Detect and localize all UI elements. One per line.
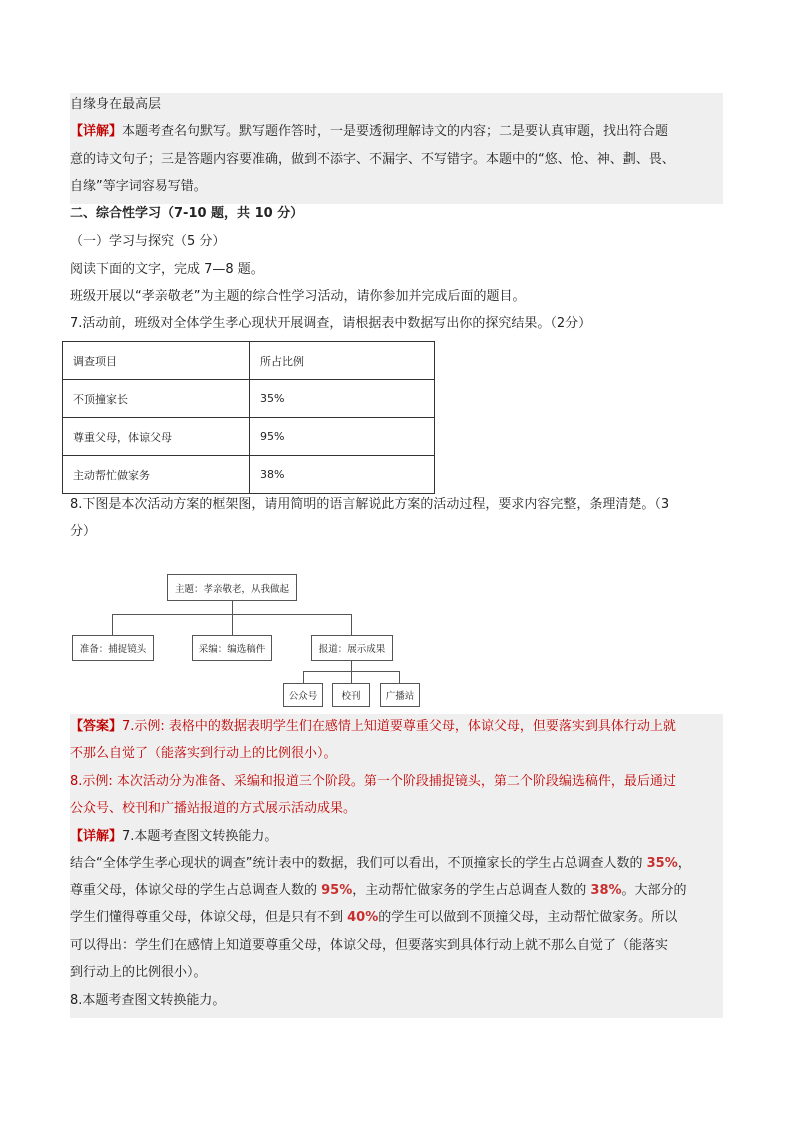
survey-table — [62, 341, 435, 494]
diagram-connector — [351, 614, 352, 635]
text-line: 意的诗文句子；三是答题内容要准确，做到不添字、不漏字、不写错字。本题中的“悠、怆、神、劃、畏、 — [70, 152, 675, 167]
question-8: 8.下图是本次活动方案的框架图，请用简明的语言解说此方案的活动过程，要求内容完整，条理清楚。（3 — [70, 497, 670, 512]
answer-text: 不那么自觉了（能落实到行动上的比例很小）。 — [70, 746, 337, 761]
text-line: 学生们懂得尊重父母，体谅父母，但是只有不到 — [70, 910, 348, 925]
subsection-heading: （一）学习与探究（5 分） — [70, 234, 226, 249]
answer-text: 8.示例: 本次活动分为准备、采编和报道三个阶段。第一个阶段捕捉镜头，第二个阶段编选稿件，最后通过 — [70, 774, 676, 789]
highlight-number: 38% — [590, 883, 622, 898]
detail-line: 到行动上的比例很小）。 — [70, 965, 207, 980]
table-cell: 不顶撞家长 — [63, 380, 250, 418]
text-line: 自缘”等字词容易写错。 — [70, 179, 207, 194]
diagram-child-box: 广播站 — [380, 683, 420, 707]
text-line: 结合“全体学生孝心现状的调查”统计表中的数据，我们可以看出，不顶撞家长的学生占总调查人数的 — [70, 856, 647, 871]
table-header-cell: 调查项目 — [63, 342, 250, 380]
table-cell: 38% — [250, 456, 435, 494]
detail-paragraph — [70, 121, 668, 143]
question-8-cont: 分） — [70, 524, 97, 539]
intro: 班级开展以“孝亲敬老”为主题的综合性学习活动，请你参加并完成后面的题目。 — [70, 289, 526, 304]
question-7: 7.活动前，班级对全体学生孝心现状开展调查，请根据表中数据写出你的探究结果。（2分） — [70, 316, 592, 331]
diagram-connector — [351, 671, 352, 683]
text-line: 。大部分的 — [621, 883, 687, 898]
table-header-row — [63, 342, 435, 380]
section-heading: 二、综合性学习（7-10 题，共 10 分） — [70, 206, 304, 221]
answer-text: 7.示例: 表格中的数据表明学生们在感情上知道要尊重父母，体谅父母，但要落实到具体行动上就 — [122, 719, 676, 734]
table-cell: 尊重父母，体谅父母 — [63, 418, 250, 456]
diagram-child-box: 校刊 — [332, 683, 370, 707]
table-cell: 95% — [250, 418, 435, 456]
text-line: 的学生可以做到不顶撞父母，主动帮忙做家务。所以 — [378, 910, 678, 925]
answer-paragraph — [70, 716, 676, 738]
table-header-cell: 所占比例 — [250, 342, 435, 380]
diagram-connector — [399, 671, 400, 683]
detail-line — [70, 880, 687, 902]
text-line: 自缘身在最高层 — [70, 97, 162, 112]
table-cell: 35% — [250, 380, 435, 418]
text-line: 尊重父母，体谅父母的学生占总调查人数的 — [70, 883, 322, 898]
table-row — [63, 418, 435, 456]
detail-tag: 【详解】 — [70, 124, 123, 139]
text-line: ， — [677, 856, 691, 871]
highlight-number: 35% — [646, 856, 678, 871]
text-line: 本题考查名句默写。默写题作答时，一是要透彻理解诗文的内容；二是要认真审题，找出符合题 — [122, 124, 669, 139]
diagram-prep-box: 准备：捕捉镜头 — [72, 635, 154, 661]
answer-text: 公众号、校刊和广播站报道的方式展示活动成果。 — [70, 801, 357, 816]
detail-line: 8.本题考查图文转换能力。 — [70, 993, 226, 1008]
detail-paragraph — [70, 826, 277, 848]
diagram-connector — [303, 671, 304, 683]
table-row — [63, 456, 435, 494]
diagram-edit-box: 采编：编选稿件 — [192, 635, 272, 661]
detail-line — [70, 853, 691, 875]
instruction: 阅读下面的文字，完成 7—8 题。 — [70, 262, 264, 277]
diagram-child-box: 公众号 — [283, 683, 323, 707]
detail-line: 可以得出：学生们在感情上知道要尊重父母，体谅父母，但要落实到具体行动上就不那么自觉了（能落实 — [70, 938, 669, 953]
highlight-number: 40% — [347, 910, 379, 925]
diagram-root-box: 主题：孝亲敬老，从我做起 — [167, 574, 297, 601]
diagram-report-box: 报道：展示成果 — [311, 635, 393, 661]
diagram-connector — [232, 614, 233, 635]
table-cell: 主动帮忙做家务 — [63, 456, 250, 494]
highlight-number: 95% — [321, 883, 353, 898]
detail-tag: 【详解】 — [70, 829, 123, 844]
detail-line — [70, 907, 677, 929]
diagram-connector — [232, 601, 233, 615]
table-row — [63, 380, 435, 418]
text-line: 7.本题考查图文转换能力。 — [122, 829, 278, 844]
diagram-connector — [112, 614, 113, 635]
answer-tag: 【答案】 — [70, 719, 123, 734]
text-line: ，主动帮忙做家务的学生占总调查人数的 — [352, 883, 591, 898]
